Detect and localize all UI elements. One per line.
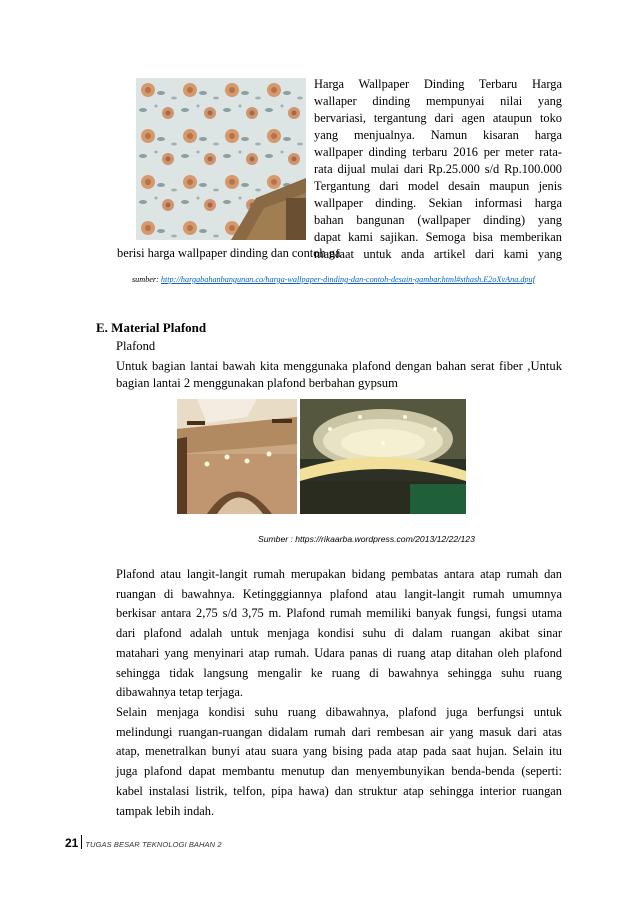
text-line: kabel instalasi listrik, telfon, pipa hawa) dan struktur atap sehingga interior ruangan	[116, 783, 562, 798]
source-link[interactable]: http://hargabahanbangunan.co/harga-wallpaper-dinding-dan-contoh-desain-gambar.html#sthash.E2oXvAna.dpuf	[160, 275, 535, 284]
paragraph-plafond-functions	[116, 703, 562, 821]
section-heading: E. Material Plafond	[96, 320, 207, 335]
page-number: 21	[65, 836, 79, 850]
text-line: bervariasi, tergantung dari agen ataupun toko	[314, 111, 562, 126]
wallpaper-photo	[136, 78, 306, 240]
text-line: juga plafond dapat membantu menutup dan menyembunyikan benda-benda (seperti:	[116, 764, 562, 779]
text-line: sehingga tidak langsung mengalir ke ruang di bawahnya sehingga suhu ruang	[116, 665, 562, 680]
text-line: Untuk bagian lantai bawah kita menggunaka plafond dengan bahan serat fiber ,Untuk	[116, 359, 562, 373]
text-line: bahan bangunan (wallpaper dinding) yang	[314, 213, 562, 228]
text-line: rata dijual mulai dari Rp.25.000 s/d Rp.100.000	[314, 162, 562, 177]
text-line: Plafond atau langit-langit rumah merupakan bidang pembatas antara atap rumah dan	[116, 567, 562, 581]
text-line: atap, menetralkan bunyi atau suara yang bising pada atap pada saat hujan. Selain itu	[116, 744, 562, 759]
text-line: Harga Wallpaper Dinding Terbaru Harga	[314, 77, 562, 91]
text-line: wallpaper dinding. Sekian informasi harga	[314, 196, 562, 211]
text-line: berkisar antara 2,75 s/d 3,75 m. Plafond rumah memiliki banyak fungsi, fungsi utama	[116, 606, 562, 621]
source-label: sumber:	[132, 275, 161, 284]
text-line: matahari yang menyinari atap rumah. Udara panas di ruang atap ditahan oleh plafond	[116, 645, 562, 660]
text-line: melindungi ruangan-ruangan didalam rumah dari rembesan air yang masuk dari atas	[116, 724, 562, 739]
wallpaper-price-text	[314, 76, 562, 264]
text-line: dapat kami sajikan. Semoga bisa memberikan	[314, 230, 562, 245]
footer-divider	[81, 835, 82, 849]
text-line: wallaper dinding mempunyai nilai yang	[314, 94, 562, 109]
text-line: ruangan di bawahnya. Ketingggiannya plafond atau langit-langit rumah umumnya	[116, 586, 562, 601]
wallpaper-text-tail: berisi harga wallpaper dinding dan contoh ga	[117, 246, 341, 260]
paragraph-plafond-definition	[116, 565, 562, 703]
text-line: bagian lantai 2 menggunakan plafond berbahan gypsum	[116, 376, 398, 390]
text-line: tampak lebih indah.	[116, 803, 215, 818]
text-line: dibawahnya tetap terjaga.	[116, 685, 243, 700]
ceiling-photo-fiber	[177, 399, 297, 514]
image-caption: Sumber : https://rikaarba.wordpress.com/2013/12/22/123	[258, 534, 475, 544]
wallpaper-source	[132, 275, 535, 284]
text-line: wallpaper dinding terbaru 2016 per meter rata-	[314, 145, 562, 160]
text-line: yang menjualnya. Namun kisaran harga	[314, 128, 562, 143]
text-line: dari plafond adalah untuk menjaga kondisi suhu di dalam ruangan akibat sinar	[116, 626, 562, 641]
ceiling-photo-gypsum	[300, 399, 466, 514]
text-line: Tergantung dari model desain maupun jenis	[314, 179, 562, 194]
text-line: Selain menjaga kondisi suhu ruang dibawahnya, plafond juga berfungsi untuk	[116, 705, 562, 719]
section-subheading: Plafond	[116, 339, 156, 353]
page-footer	[65, 834, 222, 852]
section-intro	[116, 358, 562, 392]
text-line: manfaat untuk anda artikel dari kami yang	[314, 247, 562, 262]
footer-title: TUGAS BESAR TEKNOLOGI BAHAN 2	[85, 840, 222, 849]
